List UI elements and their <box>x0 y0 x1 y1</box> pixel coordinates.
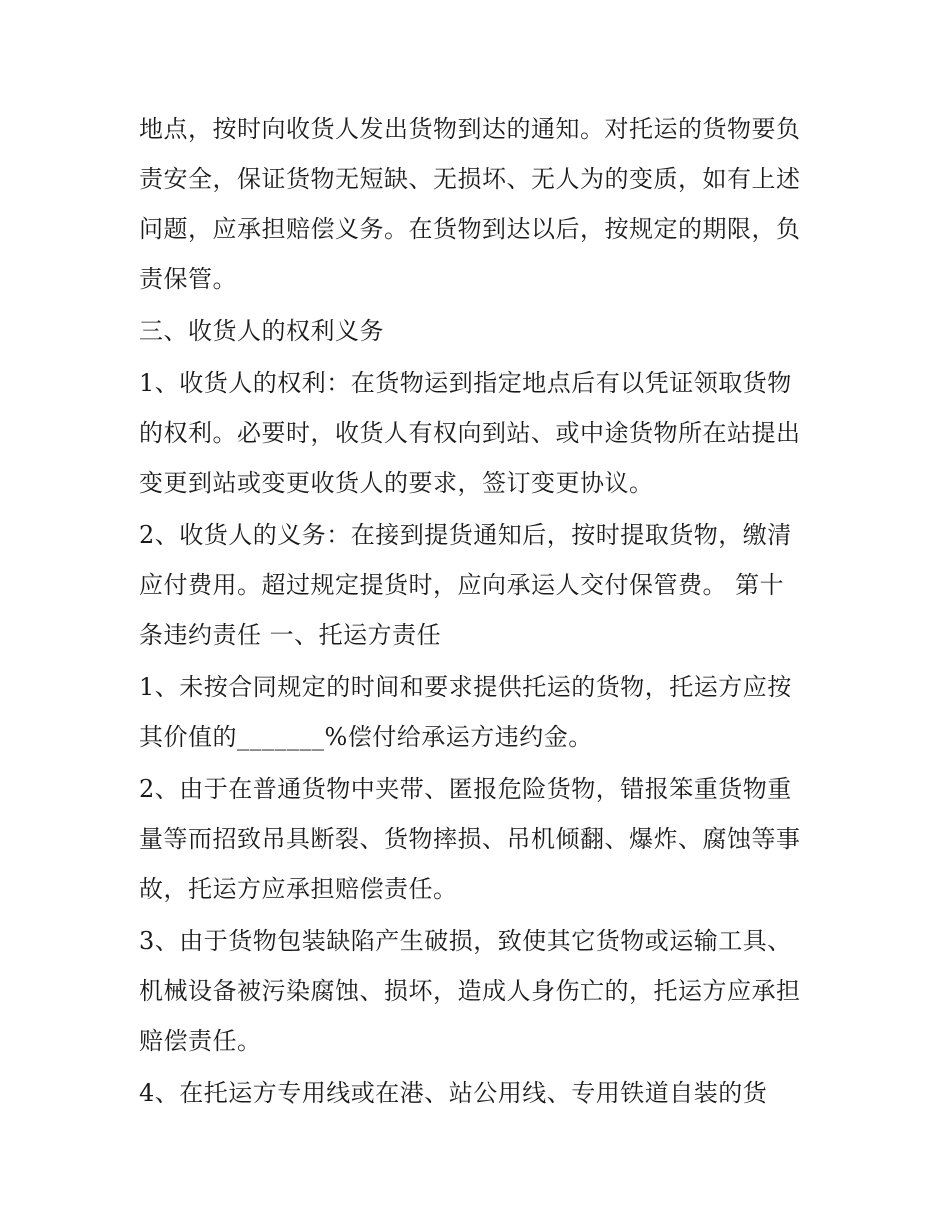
text-line: 2、收货人的义务：在接到提货通知后，按时提取货物，缴清 <box>139 521 792 549</box>
text-line: 4、在托运方专用线或在港、站公用线、专用铁道自装的货 <box>139 1079 768 1107</box>
text-line: 其价值的_______%偿付给承运方违约金。 <box>139 723 593 751</box>
text-line: 赔偿责任。 <box>139 1027 262 1055</box>
text-line: 地点，按时向收货人发出货物到达的通知。对托运的货物要负 <box>139 115 801 143</box>
text-line: 故，托运方应承担赔偿责任。 <box>139 875 458 903</box>
text-line: 责安全，保证货物无短缺、无损坏、无人为的变质，如有上述 <box>139 165 801 193</box>
section-heading: 三、收货人的权利义务 <box>139 317 384 345</box>
text-line: 2、由于在普通货物中夹带、匿报危险货物，错报笨重货物重 <box>139 775 792 803</box>
text-line: 变更到站或变更收货人的要求，签订变更协议。 <box>139 469 654 497</box>
text-line: 1、收货人的权利：在货物运到指定地点后有以凭证领取货物 <box>139 369 792 397</box>
text-line: 条违约责任 一、托运方责任 <box>139 621 442 649</box>
text-line: 机械设备被污染腐蚀、损坏，造成人身伤亡的，托运方应承担 <box>139 977 801 1005</box>
text-line: 1、未按合同规定的时间和要求提供托运的货物，托运方应按 <box>139 673 792 701</box>
text-line: 3、由于货物包装缺陷产生破损，致使其它货物或运输工具、 <box>139 927 792 955</box>
text-line: 的权利。必要时，收货人有权向到站、或中途货物所在站提出 <box>139 419 801 447</box>
text-line: 问题，应承担赔偿义务。在货物到达以后，按规定的期限，负 <box>139 215 801 243</box>
text-line: 应付费用。超过规定提货时，应向承运人交付保管费。 第十 <box>139 571 785 599</box>
text-line: 责保管。 <box>139 265 237 293</box>
text-line: 量等而招致吊具断裂、货物摔损、吊机倾翻、爆炸、腐蚀等事 <box>139 825 801 853</box>
